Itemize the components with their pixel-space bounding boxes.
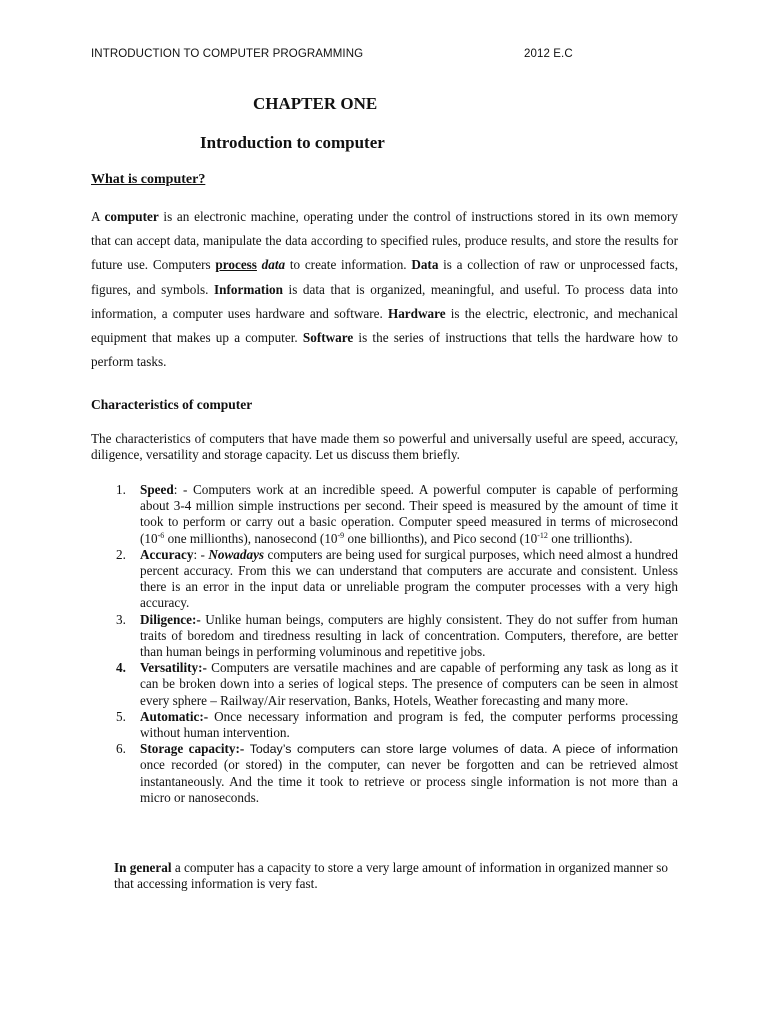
list-number: 4. — [116, 660, 126, 676]
term-versatility: Versatility:- — [140, 660, 207, 676]
list-number: 6. — [116, 741, 126, 757]
in-general-lead: In general — [114, 860, 172, 875]
term-storage-capacity: Storage capacity:- — [140, 741, 245, 757]
list-item-versatility: 4. Versatility:- Computers are versatile machines and are capable of performing any task as long as it can be broken down into a series of logical steps. The presence of computers can be seen in almost every sphere – Railway/Air reservation, Banks, Hotels, Weather forecasting and many more. — [116, 660, 678, 708]
term-accuracy: Accuracy — [140, 546, 194, 562]
section-heading-what-is-computer: What is computer? — [91, 172, 206, 187]
list-item-speed: 1. Speed: - Computers work at an incredible speed. A powerful computer is capable of performing about 3-4 million simple instructions per second. Their speed is measured by the amount of time it took to perform or carry out a basic operation. Computer speed measured in terms of microsecond ($10^{-6}$ one millionths), nanosecond ($10^{-9}$ one billionths), and Pico second ($10^{-12}$ one trillionths). — [116, 482, 678, 546]
term-speed: Speed — [140, 482, 174, 497]
list-item-accuracy: 2. Accuracy: - Nowadays computers are being used for surgical purposes, which need almost a hundred percent accuracy. From this we can understand that computers are accurate and consistent. Unless there is an error in the input data or unreliable program the computer processes with a very high accuracy. — [116, 546, 679, 611]
term-automatic: Automatic:- — [140, 708, 209, 724]
list-item-automatic: 5. Automatic:- Once necessary information and program is fed, the computer performs processing without human intervention. — [116, 708, 678, 741]
list-number: 5. — [116, 708, 126, 724]
characteristics-intro-paragraph: The characteristics of computers that have made them so powerful and universally useful are speed, accuracy, diligence, versatility and storage capacity. Let us discuss them briefly. — [91, 431, 678, 463]
running-header-title: INTRODUCTION TO COMPUTER PROGRAMMING — [91, 48, 364, 60]
list-number: 2. — [116, 546, 126, 562]
chapter-title: CHAPTER ONE — [253, 94, 378, 113]
section-heading-characteristics: Characteristics of computer — [91, 397, 253, 412]
term-diligence: Diligence:- — [140, 611, 201, 627]
chapter-subtitle: Introduction to computer — [200, 133, 385, 152]
list-item-diligence: 3. Diligence:- Unlike human beings, computers are highly consistent. They do not suffer from human traits of boredom and tiredness resulting in lack of concentration. Computers, therefore, are better than human beings in performing voluminous and repetitive jobs. — [116, 611, 678, 660]
definition-paragraph: A computer is an electronic machine, operating under the control of instructions stored in its own memory that can accept data, manipulate the data according to specified rules, produce results, and store the results for future use. Computers process data to create information. Data is a collection of raw or unprocessed facts, figures, and symbols. Information is data that is organized, meaningful, and useful. To process data into information, a computer uses hardware and software. Hardware is the electric, electronic, and mechanical equipment that makes up a computer. Software is the series of instructions that tells the hardware how to perform tasks. — [91, 209, 678, 370]
characteristics-list — [91, 482, 678, 806]
list-number: 1. — [116, 482, 126, 497]
running-header-year: 2012 E.C — [524, 48, 573, 60]
in-general-paragraph: In general a computer has a capacity to store a very large amount of information in organized manner so that accessing information is very fast. — [114, 860, 668, 892]
list-item-storage-capacity: 6. Storage capacity:- Today’s computers can store large volumes of data. A piece of information once recorded (or stored) in the computer, can never be forgotten and can be retrieved almost instantaneously. And the time it took to retrieve or process single information is not more than a micro or nanoseconds. — [116, 741, 678, 805]
list-number: 3. — [116, 611, 126, 627]
